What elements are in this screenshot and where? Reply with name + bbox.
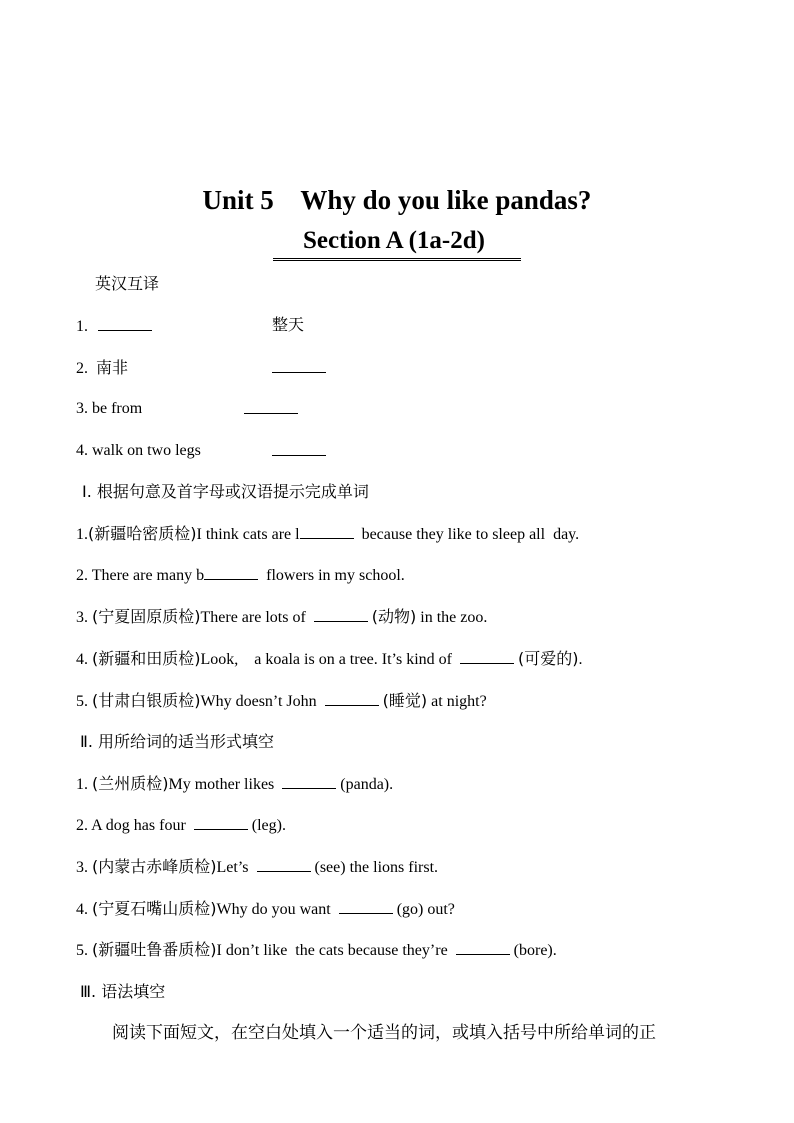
section3-instruction: 阅读下面短文，在空白处填入一个适当的词，或填入括号中所给单词的正 xyxy=(112,1023,656,1043)
item-source: (新疆和田质检) xyxy=(92,649,201,668)
answer-blank[interactable] xyxy=(257,856,311,872)
answer-blank[interactable] xyxy=(325,690,379,706)
section2-item-3 xyxy=(76,856,438,879)
section2-item-4 xyxy=(76,898,455,921)
section1-item-4 xyxy=(76,648,583,671)
item-number: 2. xyxy=(76,567,88,584)
item-number: 3. xyxy=(76,859,88,876)
item-number: 5. xyxy=(76,693,88,710)
item-text: because they like to sleep all day. xyxy=(353,526,580,543)
item-word: walk on two legs xyxy=(92,442,201,459)
answer-blank[interactable] xyxy=(244,398,298,414)
item-text: at night? xyxy=(427,693,487,710)
section1-heading: Ⅰ. 根据句意及首字母或汉语提示完成单词 xyxy=(82,482,369,501)
section1-item-2 xyxy=(76,564,405,587)
section3-heading: Ⅲ. 语法填空 xyxy=(80,982,166,1001)
translate-item-4-blank-wrap xyxy=(272,440,326,463)
item-number: 1. xyxy=(76,526,88,543)
item-text: . xyxy=(578,651,583,668)
item-text: There are many b xyxy=(91,567,205,584)
answer-blank[interactable] xyxy=(314,606,368,622)
section2-item-1 xyxy=(76,773,393,796)
item-source: (新疆哈密质检) xyxy=(88,524,197,543)
item-source: (兰州质检) xyxy=(92,774,169,793)
item-hint: (go) out? xyxy=(396,901,455,918)
item-number: 5. xyxy=(76,942,88,959)
item-word: be from xyxy=(92,400,143,417)
answer-blank[interactable] xyxy=(339,898,393,914)
item-source: (宁夏石嘴山质检) xyxy=(92,899,217,918)
translate-heading: 英汉互译 xyxy=(95,274,160,293)
page-title: Unit 5 Why do you like pandas? xyxy=(202,185,592,215)
answer-blank[interactable] xyxy=(300,523,354,539)
answer-blank[interactable] xyxy=(456,939,510,955)
item-text: Look, a koala is on a tree. It’s kind of xyxy=(200,651,460,668)
translate-item-3-blank-wrap xyxy=(244,398,298,421)
section2-item-2 xyxy=(76,814,286,837)
item-text: Why do you want xyxy=(216,901,339,918)
translate-item-2-blank-wrap xyxy=(272,357,326,380)
answer-blank[interactable] xyxy=(194,814,248,830)
item-hint: (panda). xyxy=(340,776,394,793)
item-number: 2. xyxy=(76,360,88,377)
item-text: My mother likes xyxy=(168,776,283,793)
translate-item-2 xyxy=(76,357,128,380)
item-number: 4. xyxy=(76,442,88,459)
item-word: 南非 xyxy=(96,358,129,377)
item-text: in the zoo. xyxy=(416,609,488,626)
item-source: (新疆吐鲁番质检) xyxy=(92,940,217,959)
item-number: 1. xyxy=(76,318,88,335)
item-text: I don’t like the cats because they’re xyxy=(216,942,456,959)
item-hint: (睡觉) xyxy=(382,691,428,710)
item-hint: (bore). xyxy=(513,942,557,959)
translate-item-1 xyxy=(76,315,152,338)
item-hint: (leg). xyxy=(251,817,286,834)
item-hint: (动物) xyxy=(371,607,417,626)
item-text: flowers in my school. xyxy=(258,567,405,584)
subtitle-wrap xyxy=(0,226,794,261)
item-text: A dog has four xyxy=(91,817,194,834)
item-number: 3. xyxy=(76,609,88,626)
item-text: There are lots of xyxy=(200,609,314,626)
section1-item-1 xyxy=(76,523,579,546)
item-hint: (可爱的) xyxy=(518,649,579,668)
item-number: 4. xyxy=(76,901,88,918)
item-source: (宁夏固原质检) xyxy=(92,607,201,626)
translate-item-1-word: 整天 xyxy=(272,315,305,334)
section-subtitle: Section A (1a-2d) xyxy=(273,226,521,261)
item-source: (甘肃白银质检) xyxy=(92,691,201,710)
translate-item-3 xyxy=(76,398,142,420)
answer-blank[interactable] xyxy=(98,315,152,331)
section1-item-5 xyxy=(76,690,487,713)
item-source: (内蒙古赤峰质检) xyxy=(92,857,217,876)
item-text: Let’s xyxy=(216,859,257,876)
item-number: 3. xyxy=(76,400,88,417)
section2-item-5 xyxy=(76,939,557,962)
item-number: 2. xyxy=(76,817,88,834)
item-text: I think cats are l xyxy=(196,526,300,543)
item-number: 4. xyxy=(76,651,88,668)
section1-item-3 xyxy=(76,606,487,629)
translate-item-4 xyxy=(76,440,201,462)
section2-heading: Ⅱ. 用所给词的适当形式填空 xyxy=(80,732,275,751)
item-text: Why doesn’t John xyxy=(200,693,325,710)
answer-blank[interactable] xyxy=(282,773,336,789)
answer-blank[interactable] xyxy=(272,440,326,456)
answer-blank[interactable] xyxy=(272,357,326,373)
answer-blank[interactable] xyxy=(204,564,258,580)
item-hint: (see) the lions first. xyxy=(314,859,439,876)
answer-blank[interactable] xyxy=(460,648,514,664)
item-number: 1. xyxy=(76,776,88,793)
